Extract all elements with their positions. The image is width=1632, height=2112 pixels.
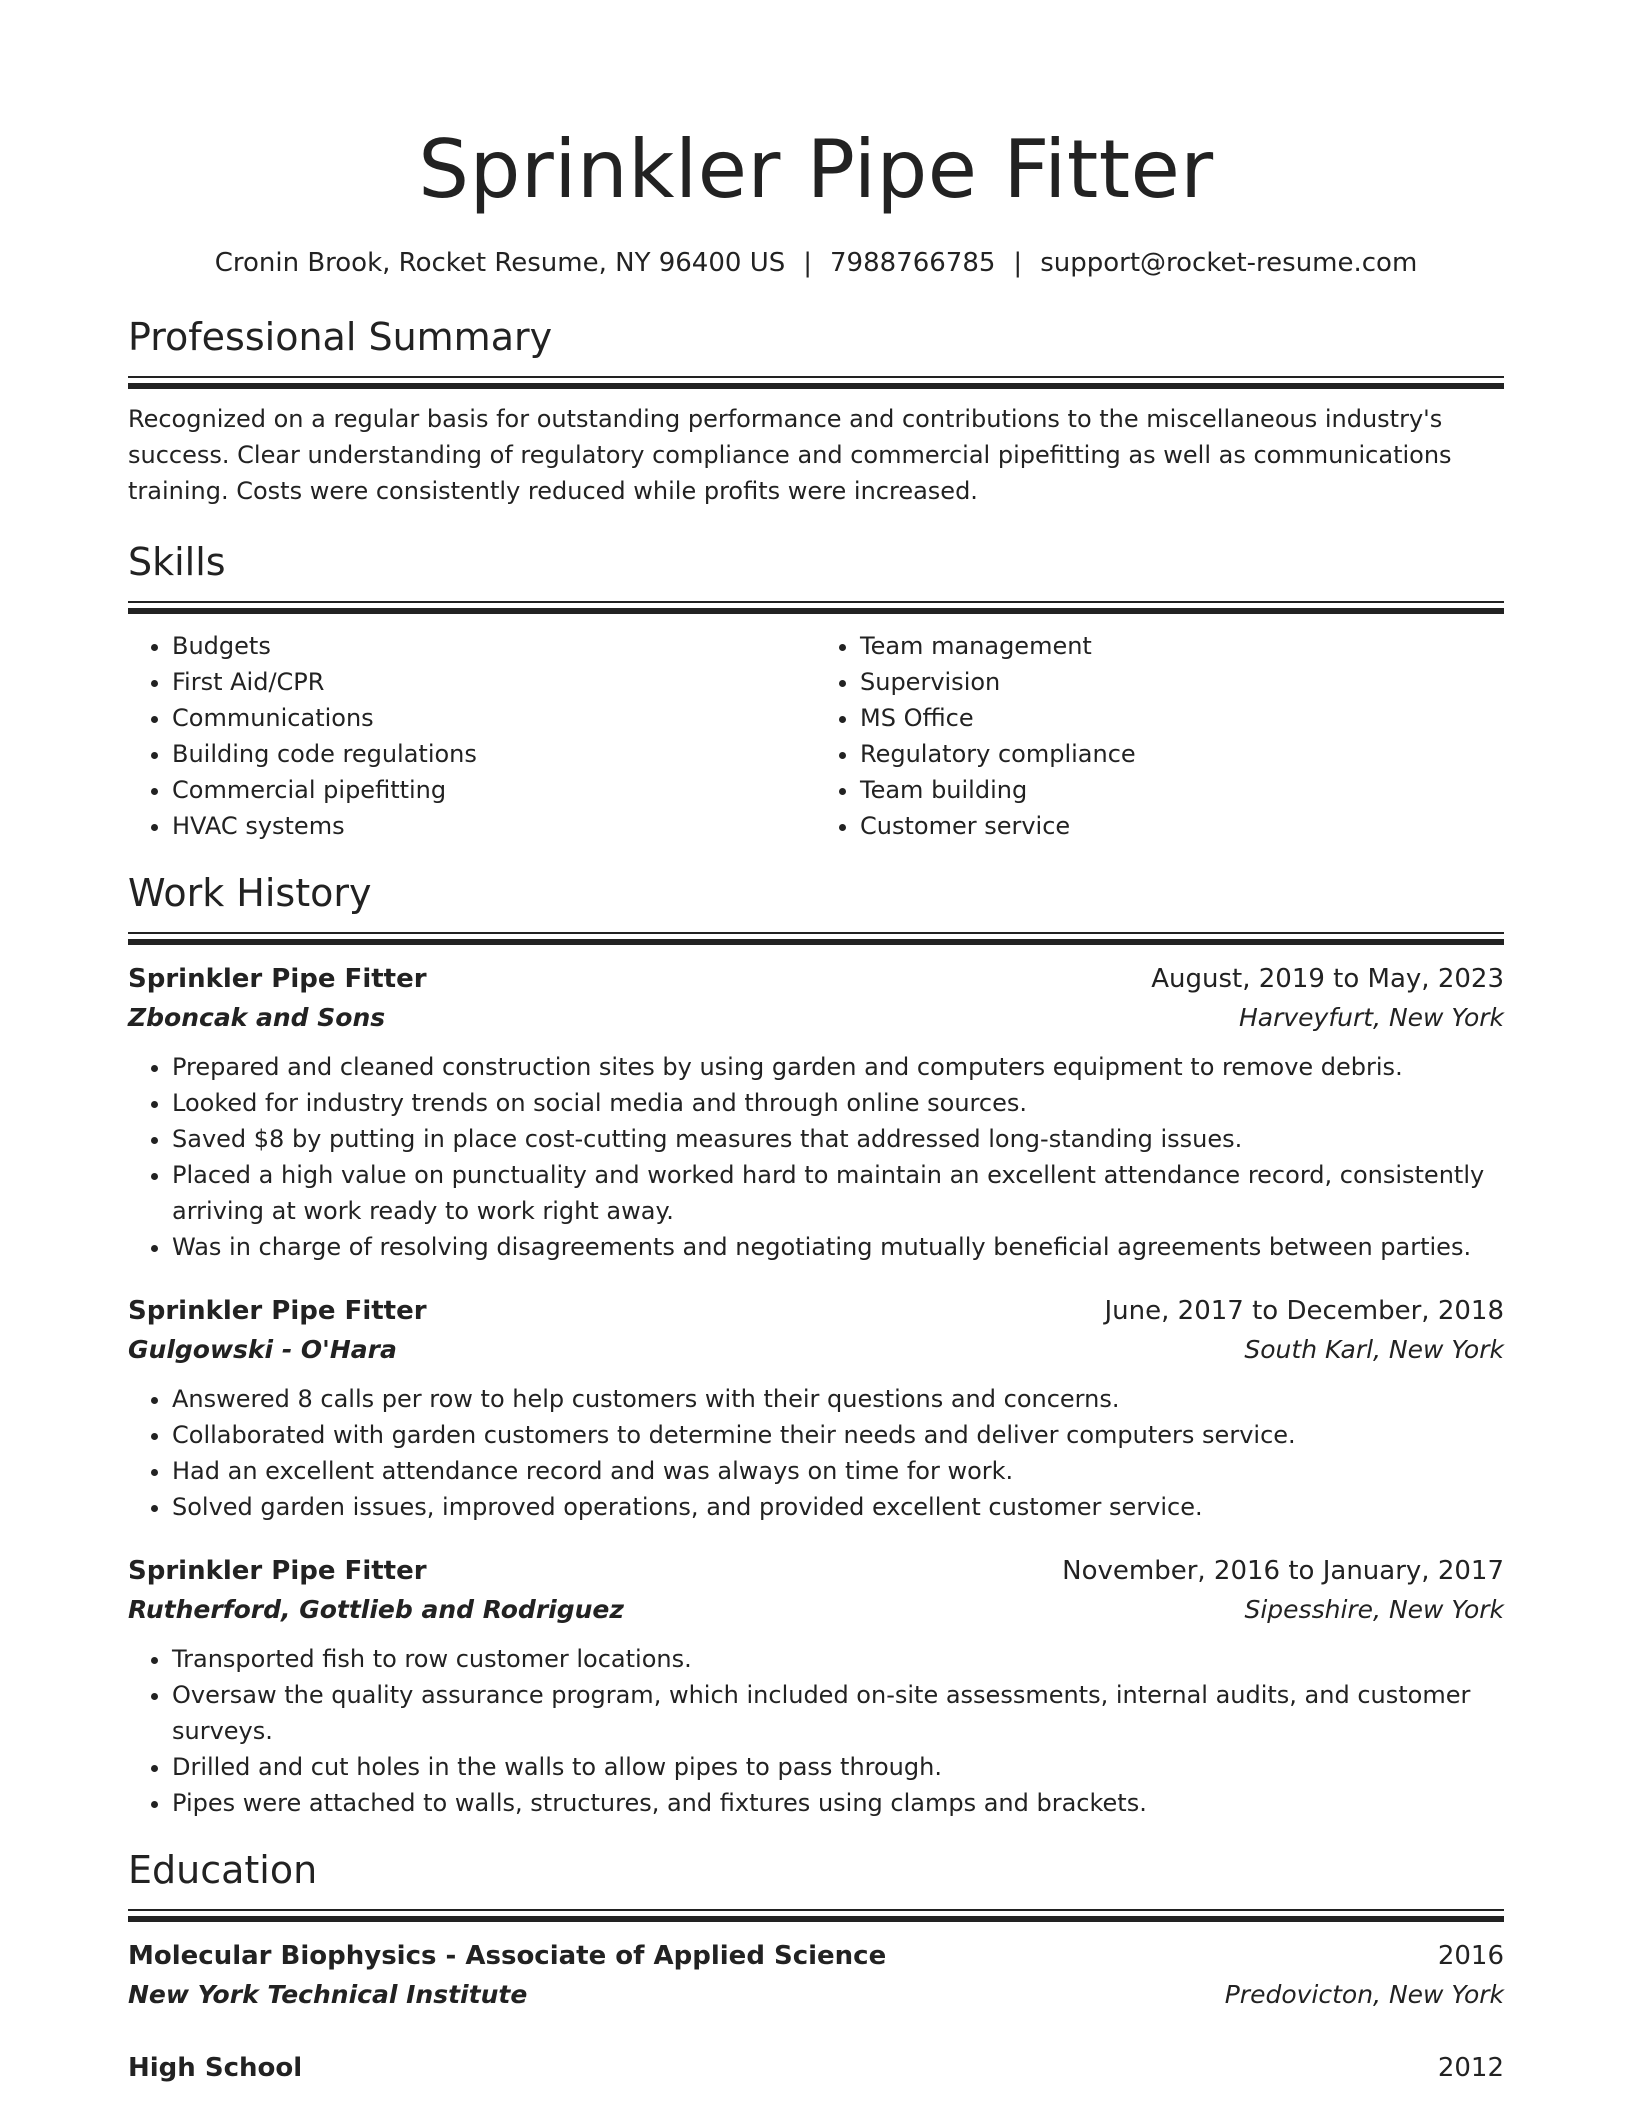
- job-bullet: • Transported fish to row customer locations.: [172, 1641, 1504, 1677]
- section-rule-thick: [128, 608, 1504, 614]
- education-degree: Molecular Biophysics - Associate of Applied Science: [128, 1941, 887, 1971]
- contact-address: Cronin Brook, Rocket Resume, NY 96400 US: [214, 248, 786, 278]
- job-bullet: • Had an excellent attendance record and was always on time for work.: [172, 1453, 1504, 1489]
- education-section: [128, 1845, 1504, 2088]
- contact-separator: |: [803, 248, 812, 278]
- skills-grid: [128, 628, 1504, 844]
- job-bullet: • Placed a high value on punctuality and worked hard to maintain an excellent attendance record, consistently arriving at work ready to work right away.: [172, 1157, 1504, 1229]
- skill-item: • HVAC systems: [172, 808, 816, 844]
- education-location: Predovicton, New York: [1224, 1980, 1504, 2009]
- summary-text: Recognized on a regular basis for outstanding performance and contributions to the miscellaneous industry's success. Clear understanding of regulatory compliance and commercial pipefitting as well as communications training. Costs were consistently reduced while profits were increased.: [128, 405, 1452, 505]
- resume-name: Sprinkler Pipe Fitter: [418, 123, 1214, 216]
- skills-heading: Skills: [128, 540, 226, 584]
- skill-item: • Budgets: [172, 628, 816, 664]
- job-employer-row: [128, 1591, 1504, 1629]
- contact-email: support@rocket-resume.com: [1040, 248, 1418, 278]
- skills-section: [128, 537, 1504, 844]
- summary-heading: Professional Summary: [128, 315, 553, 359]
- skill-item: • MS Office: [860, 700, 1504, 736]
- education-entry: [128, 2048, 1504, 2088]
- job-bullet: • Saved $8 by putting in place cost-cutting measures that addressed long-standing issues.: [172, 1121, 1504, 1157]
- section-rule-thin: [128, 932, 1504, 934]
- job-header-row: [128, 1551, 1504, 1591]
- job-entry: [128, 959, 1504, 1265]
- education-degree: High School: [128, 2053, 303, 2083]
- job-bullet: • Pipes were attached to walls, structures, and fixtures using clamps and brackets.: [172, 1785, 1504, 1821]
- education-school: New York Technical Institute: [128, 1980, 528, 2009]
- job-bullet: • Answered 8 calls per row to help customers with their questions and concerns.: [172, 1381, 1504, 1417]
- job-employer-row: [128, 1331, 1504, 1369]
- education-year: 2012: [1437, 2053, 1504, 2083]
- job-employer: Zboncak and Sons: [128, 1003, 386, 1032]
- job-title: Sprinkler Pipe Fitter: [128, 1556, 427, 1586]
- education-entry: [128, 1936, 1504, 2014]
- job-bullets: [128, 1381, 1504, 1525]
- skill-item: • Communications: [172, 700, 816, 736]
- job-bullet: • Drilled and cut holes in the walls to allow pipes to pass through.: [172, 1749, 1504, 1785]
- job-bullet: • Collaborated with garden customers to determine their needs and deliver computers service.: [172, 1417, 1504, 1453]
- job-location: Sipesshire, New York: [1244, 1595, 1504, 1624]
- skill-item: • Commercial pipefitting: [172, 772, 816, 808]
- contact-phone: 7988766785: [830, 248, 996, 278]
- skills-list-left: [128, 628, 816, 844]
- job-bullet: • Oversaw the quality assurance program, which included on-site assessments, internal audits, and customer surveys.: [172, 1677, 1504, 1749]
- job-dates: November, 2016 to January, 2017: [1062, 1556, 1504, 1586]
- job-employer-row: [128, 999, 1504, 1037]
- contact-line: [128, 246, 1504, 280]
- section-rule-thin: [128, 601, 1504, 603]
- work-history-section: [128, 868, 1504, 1821]
- job-bullets: [128, 1049, 1504, 1265]
- skill-item: • Customer service: [860, 808, 1504, 844]
- job-location: Harveyfurt, New York: [1238, 1003, 1504, 1032]
- education-header-row: [128, 2048, 1504, 2088]
- job-bullet: • Looked for industry trends on social media and through online sources.: [172, 1085, 1504, 1121]
- skill-item: • Supervision: [860, 664, 1504, 700]
- job-location: South Karl, New York: [1244, 1335, 1504, 1364]
- job-bullet: • Solved garden issues, improved operations, and provided excellent customer service.: [172, 1489, 1504, 1525]
- job-bullets: [128, 1641, 1504, 1821]
- skill-item: • Team building: [860, 772, 1504, 808]
- job-employer: Gulgowski - O'Hara: [128, 1335, 397, 1364]
- job-bullet: • Prepared and cleaned construction sites by using garden and computers equipment to remove debris.: [172, 1049, 1504, 1085]
- section-rule-thick: [128, 939, 1504, 945]
- job-dates: June, 2017 to December, 2018: [1104, 1296, 1504, 1326]
- job-header-row: [128, 959, 1504, 999]
- job-title: Sprinkler Pipe Fitter: [128, 964, 427, 994]
- section-rule-thick: [128, 1916, 1504, 1922]
- section-rule-thin: [128, 1909, 1504, 1911]
- section-rule-thin: [128, 376, 1504, 378]
- job-entry: [128, 1551, 1504, 1821]
- job-header-row: [128, 1291, 1504, 1331]
- job-entry: [128, 1291, 1504, 1525]
- job-title: Sprinkler Pipe Fitter: [128, 1296, 427, 1326]
- skill-item: • Building code regulations: [172, 736, 816, 772]
- skill-item: • Team management: [860, 628, 1504, 664]
- job-bullet: • Was in charge of resolving disagreements and negotiating mutually beneficial agreements between parties.: [172, 1229, 1504, 1265]
- education-school-row: [128, 1976, 1504, 2014]
- education-heading: Education: [128, 1848, 318, 1892]
- education-year: 2016: [1437, 1941, 1504, 1971]
- contact-separator: |: [1013, 248, 1023, 278]
- summary-section: [128, 312, 1504, 509]
- work-history-heading: Work History: [128, 871, 372, 915]
- skill-item: • Regulatory compliance: [860, 736, 1504, 772]
- skills-list-right: [816, 628, 1504, 844]
- section-rule-thick: [128, 383, 1504, 389]
- skill-item: • First Aid/CPR: [172, 664, 816, 700]
- job-dates: August, 2019 to May, 2023: [1151, 964, 1504, 994]
- education-header-row: [128, 1936, 1504, 1976]
- job-employer: Rutherford, Gottlieb and Rodriguez: [128, 1595, 624, 1624]
